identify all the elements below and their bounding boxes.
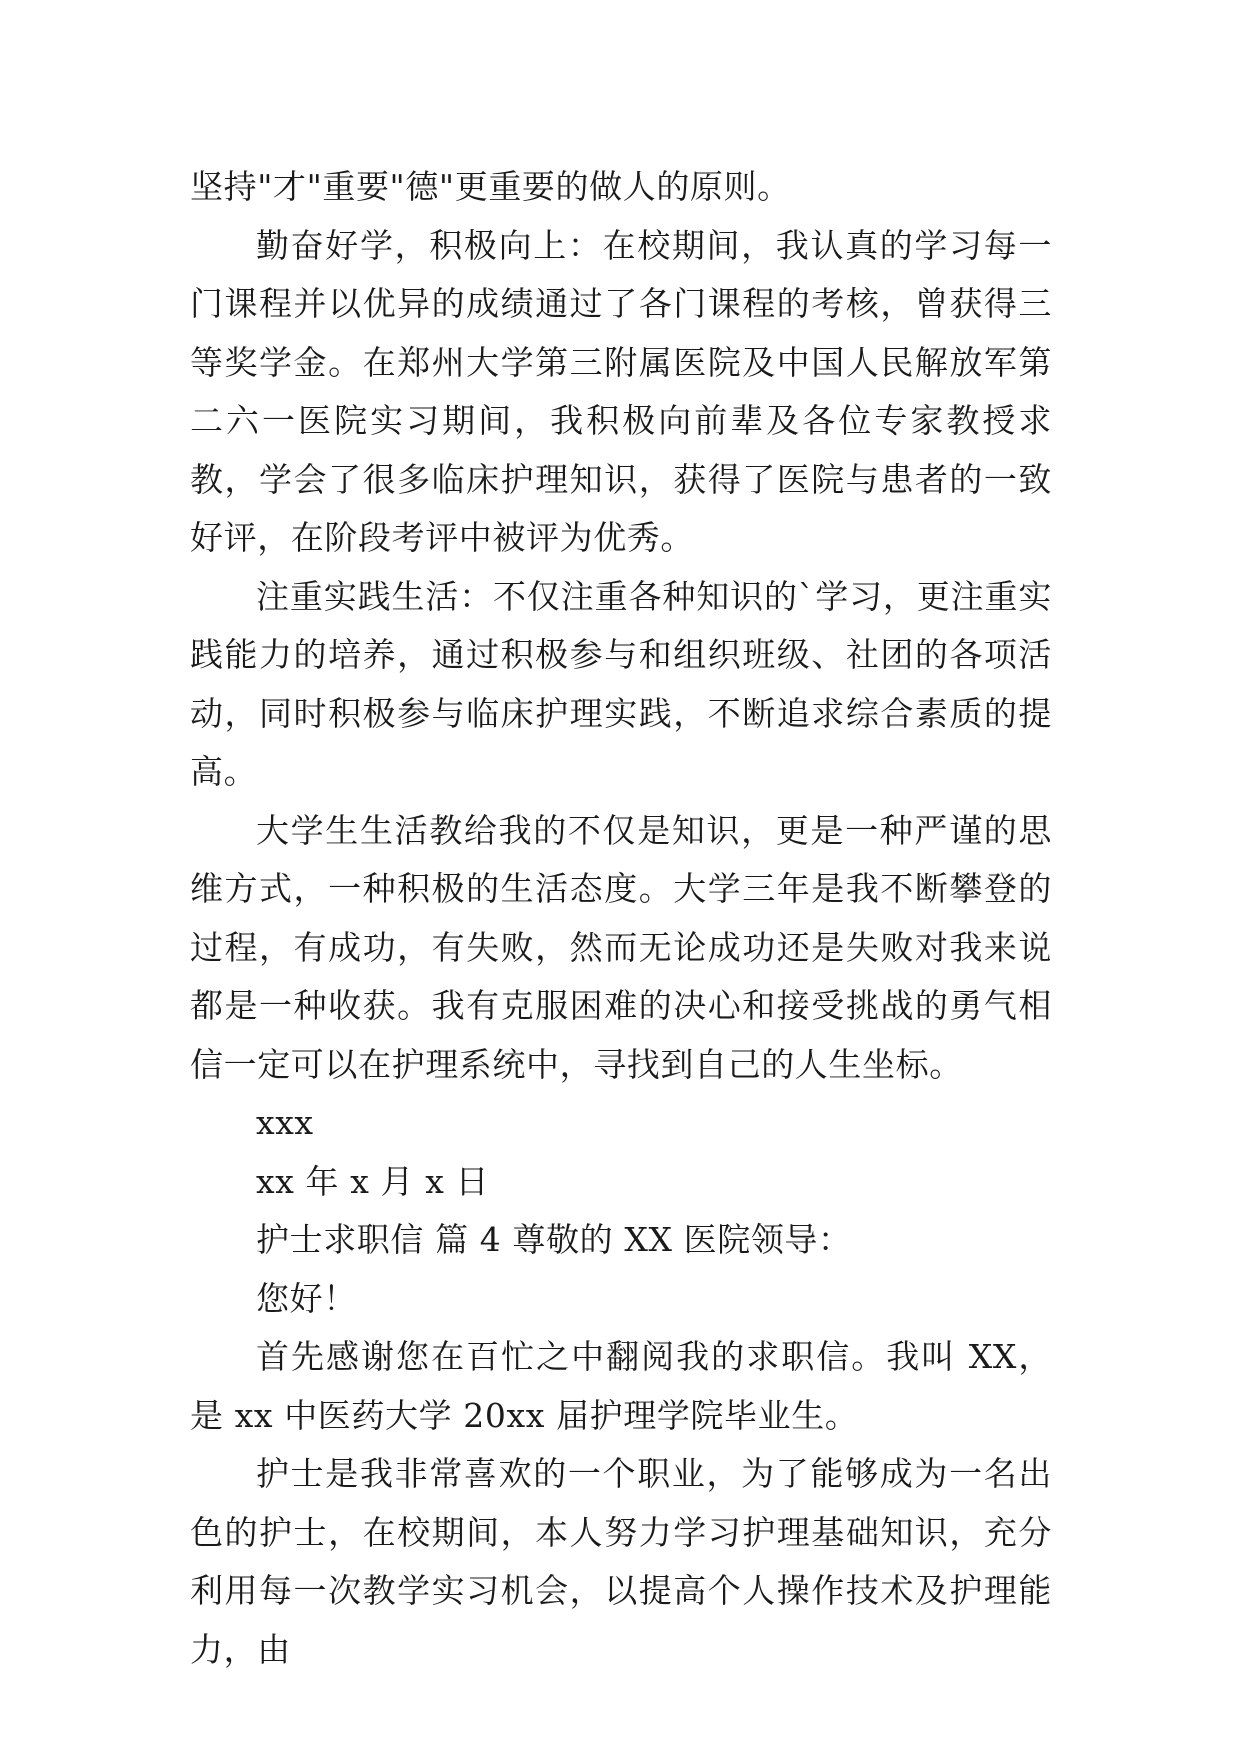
paragraph-introduction: 首先感谢您在百忙之中翻阅我的求职信。我叫 XX，是 xx 中医药大学 20xx 届护理学院毕业生。 <box>190 1337 1052 1435</box>
letter-greeting: 您好！ <box>256 1278 357 1318</box>
letter-heading: 护士求职信 篇 4 尊敬的 XX 医院领导： <box>256 1220 852 1259</box>
document-body <box>190 158 1052 1679</box>
paragraph-university-life: 大学生生活教给我的不仅是知识，更是一种严谨的思维方式，一种积极的生活态度。大学三年是我不断攀登的过程，有成功，有失败，然而无论成功还是失败对我来说都是一种收获。我有克服困难的决心和接受挑战的勇气相信一定可以在护理系统中，寻找到自己的人生坐标。 <box>190 810 1052 1084</box>
signature-name: xxx <box>256 1103 314 1142</box>
signature-date: xx 年 x 月 x 日 <box>256 1161 490 1201</box>
paragraph-nursing-career: 护士是我非常喜欢的一个职业，为了能够成为一名出色的护士，在校期间，本人努力学习护理基础知识，充分利用每一次教学实习机会，以提高个人操作技术及护理能力，由 <box>190 1454 1052 1669</box>
paragraph-practice: 注重实践生活：不仅注重各种知识的`学习，更注重实践能力的培养，通过积极参与和组织班级、社团的各项活动，同时积极参与临床护理实践，不断追求综合素质的提高。 <box>190 576 1052 791</box>
paragraph-principle: 坚持"才"重要"德"更重要的做人的原则。 <box>190 167 791 206</box>
paragraph-diligent-study: 勤奋好学，积极向上：在校期间，我认真的学习每一门课程并以优异的成绩通过了各门课程的考核，曾获得三等奖学金。在郑州大学第三附属医院及中国人民解放军第二六一医院实习期间，我积极向前辈及各位专家教授求教，学会了很多临床护理知识，获得了医院与患者的一致好评，在阶段考评中被评为优秀。 <box>190 225 1052 557</box>
